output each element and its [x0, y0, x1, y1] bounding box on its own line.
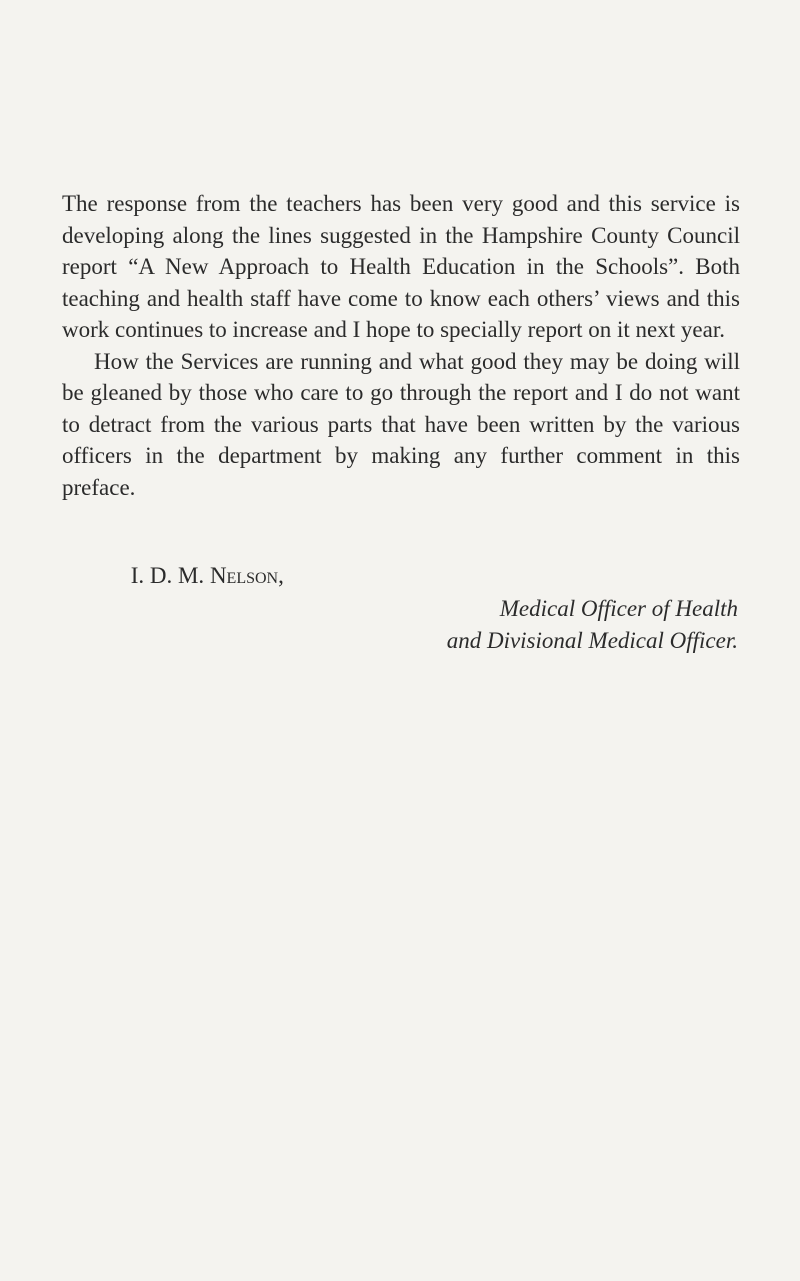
signatory-title-1: Medical Officer of Health — [499, 596, 738, 621]
paragraph-1: The response from the teachers has been very good and this service is developing along the lines suggested in the Hampshire County Council report “A New Approach to Health Education in the Schools”. Both teaching and health staff have come to know each others’ views and this work continues to increase and I hope to specially report on it next year. — [62, 191, 740, 342]
signature-block — [130, 560, 738, 656]
signatory-title-2: and Divisional Medical Officer. — [446, 627, 738, 653]
paragraph-2: How the Services are running and what good they may be doing will be gleaned by those who care to go through the report and I do not want to detract from the various parts that have been written by the various officers in the department by making any further comment in this preface. — [62, 348, 740, 500]
preface-text — [62, 188, 740, 503]
signatory-surname: Nelson, — [209, 563, 284, 588]
signatory-initials: I. D. M. — [130, 563, 210, 588]
signatory-name — [131, 560, 284, 592]
